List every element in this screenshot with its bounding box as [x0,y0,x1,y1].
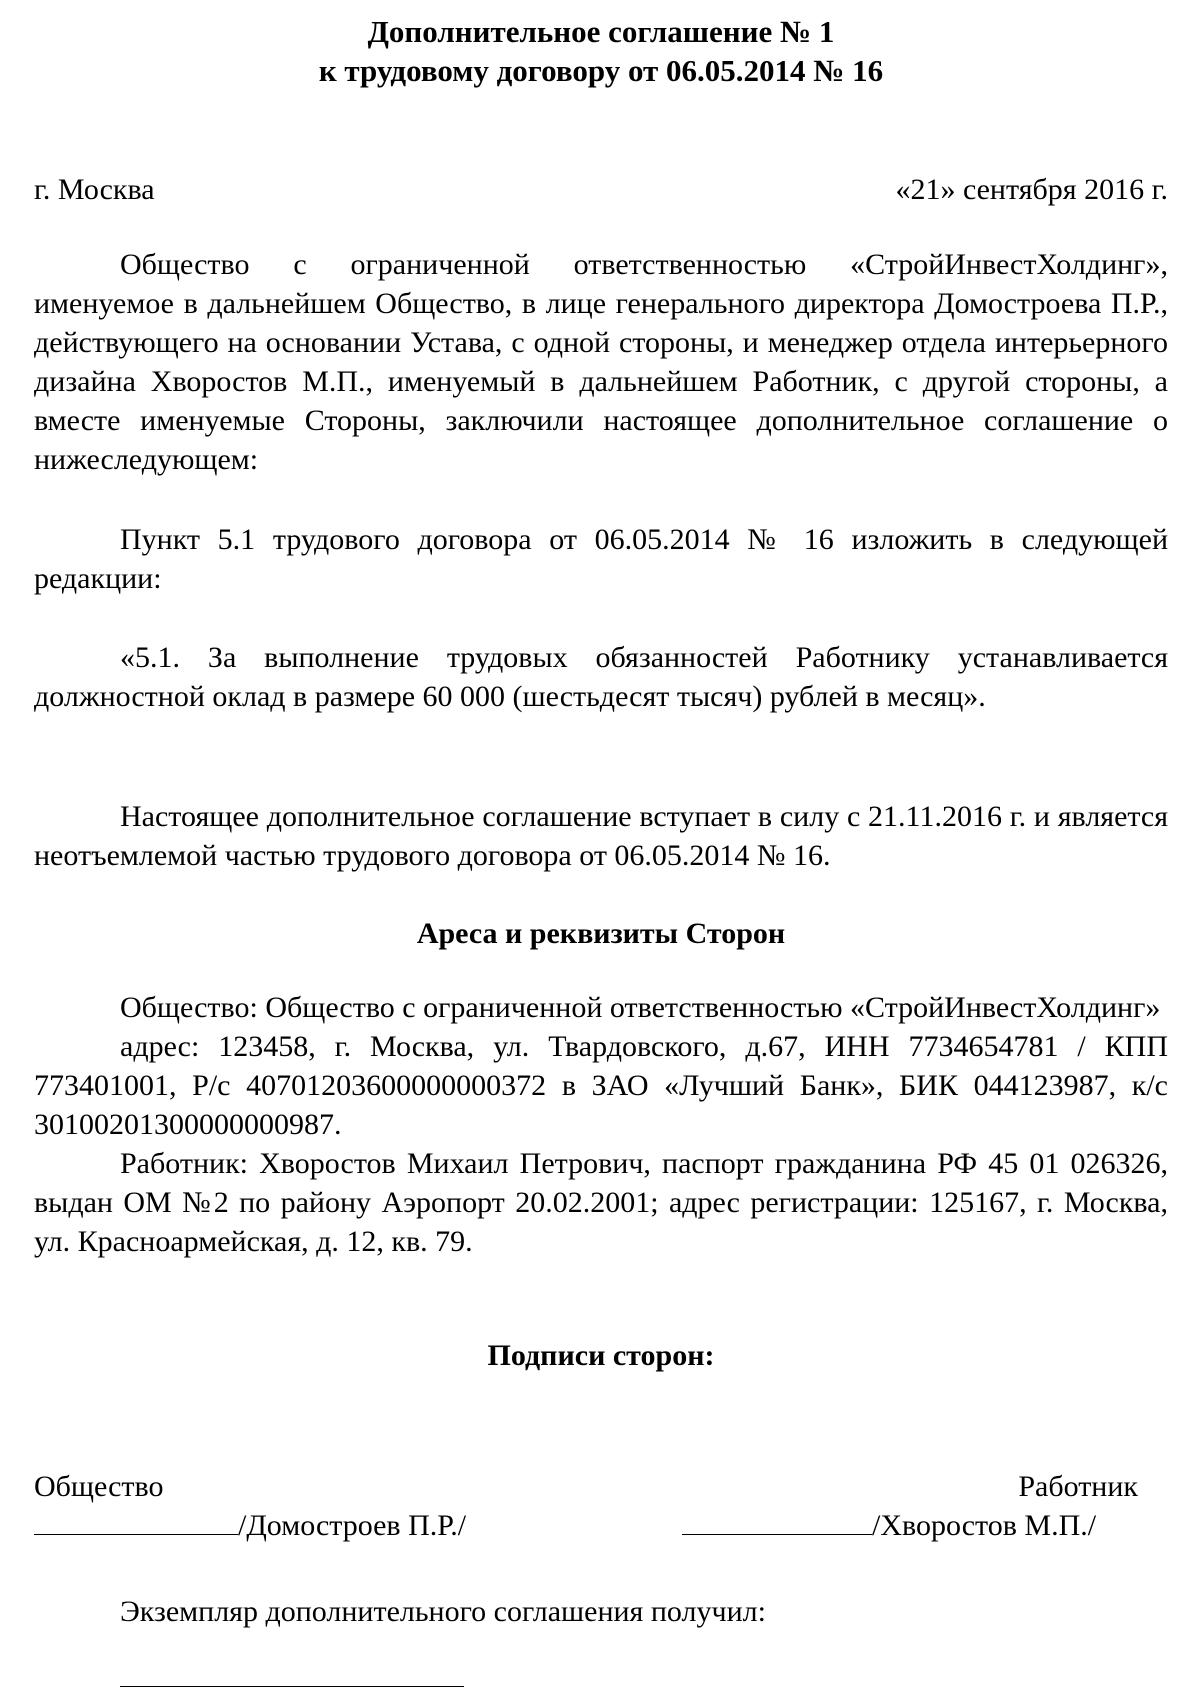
employee-label: Работник [1018,1470,1138,1503]
requisites-employee: Работник: Хворостов Михаил Петрович, паспорт гражданина РФ 45 01 026326, выдан ОМ №2 по району Аэропорт 20.02.2001; адрес регистрации: 125167, г. Москва, ул. Красноармейская, д. 12, кв. 79. [34,1147,1168,1258]
paragraph-amendment: Пункт 5.1 трудового договора от 06.05.2014 № 16 изложить в следующей редакции: [34,523,1168,595]
city: г. Москва [34,173,155,206]
company-signature [34,1506,466,1545]
paragraph-parties: Общество с ограниченной ответственностью «СтройИнвестХолдинг», именуемое в дальнейшем Общество, в лице генерального директора Домостроева П.Р., действующего на основании Устава, с одной стороны, и менеджер отдела интерьерного дизайна Хворостов М.П., именуемый в дальнейшем Работник, с другой стороны, а вместе именуемые Стороны, заключили настоящее дополнительное соглашение о нижеследующем: [34,248,1168,476]
employee-signer: /Хворостов М.П./ [872,1509,1097,1542]
requisites-company: Общество: Общество с ограниченной ответственностью «СтройИнвестХолдинг» [120,991,1161,1024]
copy-received-signature-line [120,1686,464,1687]
paragraph-effective-date: Настоящее дополнительное соглашение вступает в силу с 21.11.2016 г. и является неотъемлемой частью трудового договора от 06.05.2014 № 16. [34,800,1168,872]
company-label: Общество [34,1470,164,1503]
employee-signature-line [682,1508,872,1535]
date: «21» сентября 2016 г. [895,173,1168,206]
paragraph-clause-5-1: «5.1. За выполнение трудовых обязанностей Работнику устанавливается должностной оклад в размере 60 000 (шестьдесят тысяч) рублей в месяц». [34,641,1168,713]
requisites-block [34,988,1168,1261]
company-signature-line [34,1508,238,1535]
document-title-line1: Дополнительное соглашение № 1 [367,14,835,49]
requisites-company-address: адрес: 123458, г. Москва, ул. Твардовского, д.67, ИНН 7734654781 / КПП 773401001, Р/с 40701203600000000372 в ЗАО «Лучший Банк», БИК 044123987, к/с 30100201300000000987. [34,1030,1168,1141]
company-signer: /Домостроев П.Р./ [238,1509,467,1542]
document-title-line2: к трудовому договору от 06.05.2014 № 16 [318,53,884,88]
signatures-heading: Подписи сторон: [487,1339,715,1372]
employee-signature [682,1506,1096,1545]
requisites-heading: Ареса и реквизиты Сторон [416,917,786,950]
copy-received-text: Экземпляр дополнительного соглашения получил: [120,1595,766,1628]
